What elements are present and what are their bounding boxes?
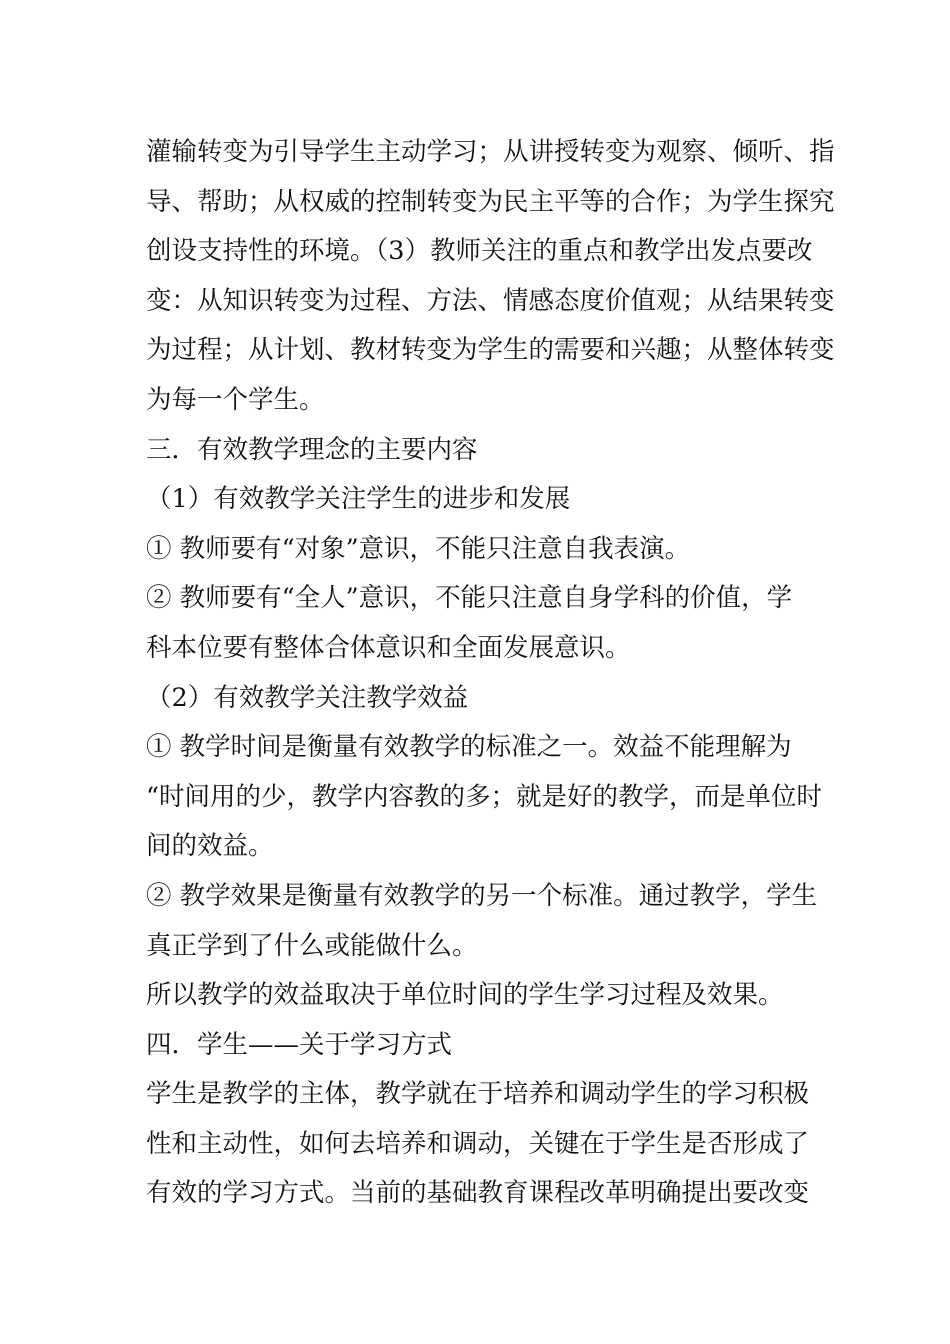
- paragraph-line: 间的效益。: [146, 831, 274, 862]
- paragraph-line: 有效的学习方式。当前的基础教育课程改革明确提出要改变: [146, 1178, 810, 1209]
- paragraph-line: 导、帮助；从权威的控制转变为民主平等的合作；为学生探究: [146, 186, 835, 217]
- paragraph-line: 科本位要有整体合体意识和全面发展意识。: [146, 632, 631, 663]
- paragraph-line: 为每一个学生。: [146, 384, 325, 415]
- paragraph-line: 创设支持性的环境。（3）教师关注的重点和教学出发点要改: [146, 236, 813, 267]
- list-item: ② 教学效果是衡量有效教学的另一个标准。通过教学，学生: [146, 880, 818, 911]
- paragraph-line: 变：从知识转变为过程、方法、情感态度价值观；从结果转变: [146, 285, 835, 316]
- subsection-heading: （2）有效教学关注教学效益: [146, 682, 469, 713]
- subsection-heading: （1）有效教学关注学生的进步和发展: [146, 484, 571, 515]
- list-item: ① 教学时间是衡量有效教学的标准之一。效益不能理解为: [146, 732, 792, 763]
- paragraph-line: 真正学到了什么或能做什么。: [146, 930, 478, 961]
- paragraph-line: 性和主动性，如何去培养和调动，关键在于学生是否形成了: [146, 1128, 810, 1159]
- section-heading: 三．有效教学理念的主要内容: [146, 434, 478, 465]
- paragraph-line: 所以教学的效益取决于单位时间的学生学习过程及效果。: [146, 980, 784, 1011]
- paragraph-line: “时间用的少，教学内容教的多；就是好的教学，而是单位时: [146, 781, 823, 812]
- paragraph-line: 学生是教学的主体，教学就在于培养和调动学生的学习积极: [146, 1079, 810, 1110]
- paragraph-line: 为过程；从计划、教材转变为学生的需要和兴趣；从整体转变: [146, 335, 835, 366]
- list-item: ① 教师要有“对象”意识，不能只注意自我表演。: [146, 533, 691, 564]
- section-heading: 四．学生——关于学习方式: [146, 1029, 453, 1060]
- list-item: ② 教师要有“全人”意识，不能只注意自身学科的价值，学: [146, 583, 793, 614]
- body-text: [146, 128, 835, 1219]
- paragraph-line: 灌输转变为引导学生主动学习；从讲授转变为观察、倾听、指: [146, 137, 835, 167]
